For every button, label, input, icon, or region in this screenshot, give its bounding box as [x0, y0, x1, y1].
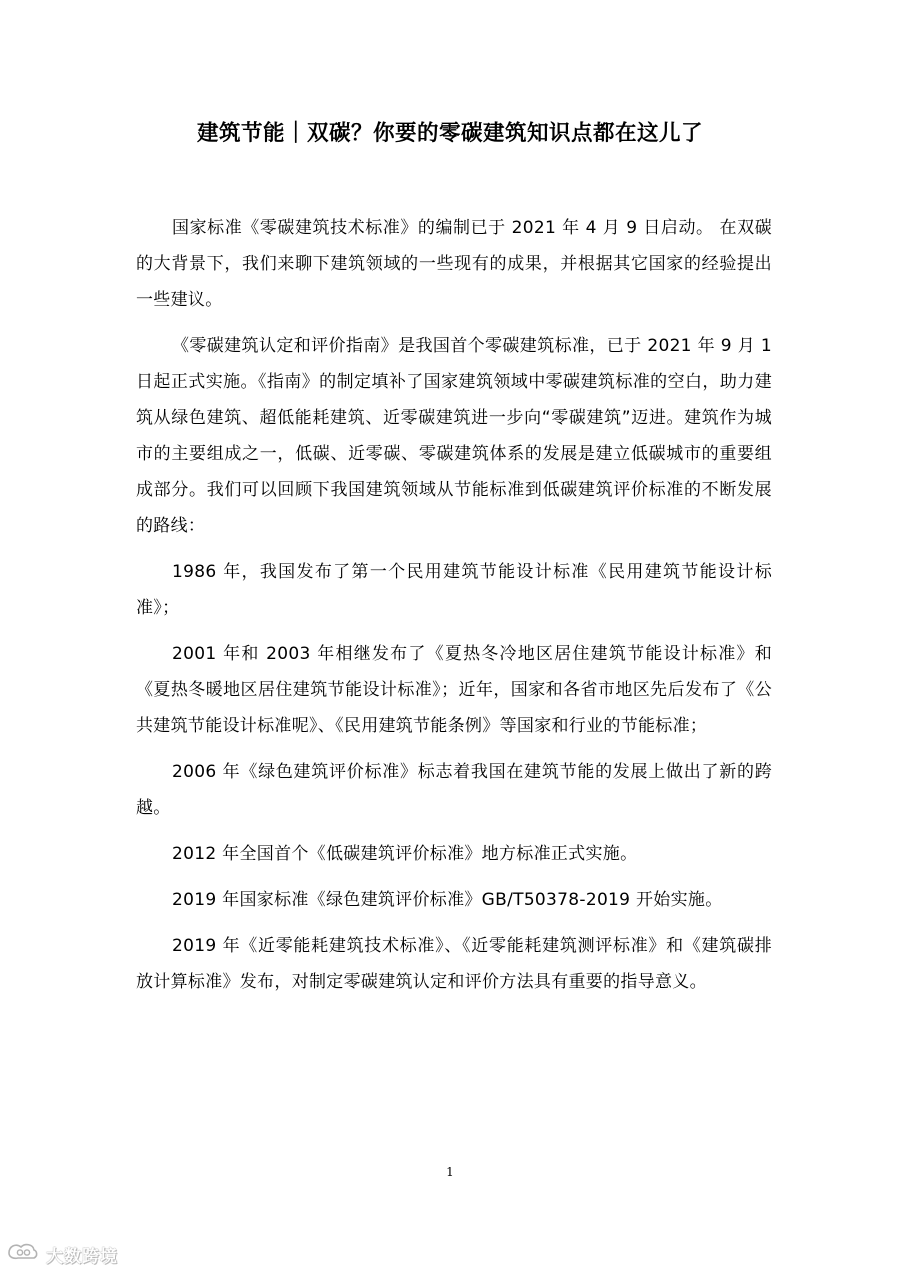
page-number: 1	[446, 1165, 454, 1179]
paragraph-4: 2001 年和 2003 年相继发布了《夏热冬冷地区居住建筑节能设计标准》和《夏热冬暖地区居住建筑节能设计标准》；近年，国家和各省市地区先后发布了《公共建筑节能设计标准呢》、《民用建筑节能条例》等国家和行业的节能标准；	[136, 644, 772, 736]
brand-logo-icon	[6, 1241, 40, 1267]
paragraph-8: 2019 年《近零能耗建筑技术标准》、《近零能耗建筑测评标准》和《建筑碳排放计算标准》发布，对制定零碳建筑认定和评价方法具有重要的指导意义。	[136, 936, 772, 992]
paragraph-5: 2006 年《绿色建筑评价标准》标志着我国在建筑节能的发展上做出了新的跨越。	[136, 762, 772, 818]
paragraph-6: 2012 年全国首个《低碳建筑评价标准》地方标准正式实施。	[172, 844, 638, 864]
paragraph-3: 1986 年，我国发布了第一个民用建筑节能设计标准《民用建筑节能设计标准》；	[136, 562, 772, 618]
paragraph-7: 2019 年国家标准《绿色建筑评价标准》GB/T50378-2019 开始实施。	[172, 890, 723, 910]
document-body	[136, 210, 772, 1010]
paragraph-2: 《零碳建筑认定和评价指南》是我国首个零碳建筑标准，已于 2021 年 9 月 1 日起正式实施。《指南》的制定填补了国家建筑领域中零碳建筑标准的空白，助力建筑从绿色建筑、超低能耗建筑、近零碳建筑进一步向“零碳建筑”迈进。建筑作为城市的主要组成之一，低碳、近零碳、零碳建筑体系的发展是建立低碳城市的重要组成部分。我们可以回顾下我国建筑领域从节能标准到低碳建筑评价标准的不断发展的路线：	[136, 336, 772, 536]
paragraph-1: 国家标准《零碳建筑技术标准》的编制已于 2021 年 4 月 9 日启动。 在双碳的大背景下，我们来聊下建筑领域的一些现有的成果，并根据其它国家的经验提出一些建议。	[136, 218, 772, 310]
document-title: 建筑节能｜双碳？你要的零碳建筑知识点都在这儿了	[196, 121, 703, 146]
watermark-text: 大数跨境	[46, 1246, 118, 1267]
brand-watermark	[6, 1240, 118, 1268]
